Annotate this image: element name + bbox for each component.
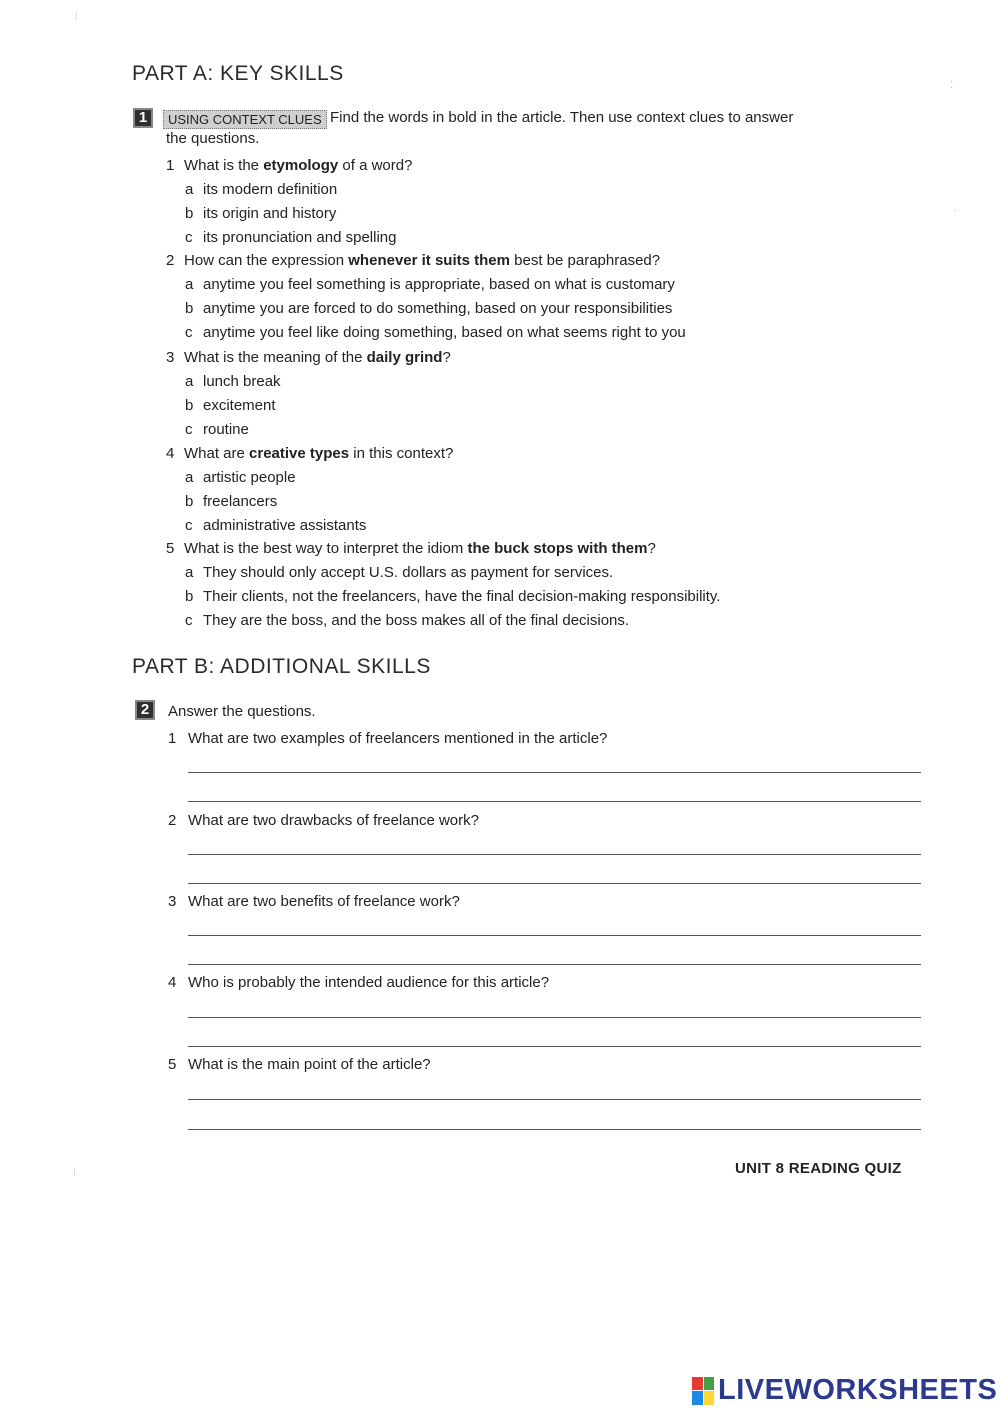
q3-option-a[interactable]: a lunch break [185,373,281,390]
scan-speck: ⁚ [950,80,954,91]
part-b-question-1: 1 What are two examples of freelancers mentioned in the article? [168,730,608,747]
exercise-2-instruction: Answer the questions. [168,703,316,720]
part-b-question-4: 4 Who is probably the intended audience for this article? [168,974,550,991]
part-b-title: PART B: ADDITIONAL SKILLS [132,655,431,678]
q3-option-b[interactable]: b excitement [185,397,276,414]
part-a-question-1: 1 What is the etymology of a word? [166,157,413,174]
part-a-title: PART A: KEY SKILLS [132,62,344,85]
liveworksheets-logo-text: LIVEWORKSHEETS [718,1374,998,1406]
exercise-1-instruction-line2: the questions. [166,130,260,147]
answer-line-4a[interactable] [188,1017,921,1018]
q1-option-a[interactable]: a its modern definition [185,181,338,198]
answer-line-1a[interactable] [188,772,921,773]
scan-speck: ⁞ [75,12,78,23]
q2-option-c[interactable]: c anytime you feel like doing something, based on what seems right to you [185,324,686,341]
q4-option-c[interactable]: c administrative assistants [185,517,367,534]
part-a-question-5: 5 What is the best way to interpret the idiom the buck stops with them? [166,540,656,557]
q2-option-a[interactable]: a anytime you feel something is appropriate, based on what is customary [185,276,675,293]
q5-option-a[interactable]: a They should only accept U.S. dollars as payment for services. [185,564,614,581]
liveworksheets-brand [692,1374,997,1407]
unit-quiz-footer: UNIT 8 READING QUIZ [735,1160,902,1177]
q1-option-c[interactable]: c its pronunciation and spelling [185,229,397,246]
q5-option-b[interactable]: b Their clients, not the freelancers, have the final decision-making responsibility. [185,588,721,605]
q4-option-a[interactable]: a artistic people [185,469,296,486]
q4-option-b[interactable]: b freelancers [185,493,278,510]
q1-option-b[interactable]: b its origin and history [185,205,337,222]
exercise-1-number: 1 [133,108,153,128]
part-a-question-4: 4 What are creative types in this context? [166,445,454,462]
q5-option-c[interactable]: c They are the boss, and the boss makes all of the final decisions. [185,612,630,629]
q3-option-c[interactable]: c routine [185,421,249,438]
q2-option-b[interactable]: b anytime you are forced to do something, based on your responsibilities [185,300,673,317]
answer-line-4b[interactable] [188,1046,921,1047]
answer-line-3b[interactable] [188,964,921,965]
answer-line-2b[interactable] [188,883,921,884]
answer-line-5b[interactable] [188,1129,921,1130]
scan-speck: · [953,205,957,216]
part-b-question-3: 3 What are two benefits of freelance work? [168,893,460,910]
liveworksheets-logo-icon [692,1377,714,1405]
answer-line-2a[interactable] [188,854,921,855]
scan-speck: ⁞ [73,1168,76,1179]
part-b-question-5: 5 What is the main point of the article? [168,1056,431,1073]
part-a-question-3: 3 What is the meaning of the daily grind? [166,349,451,366]
exercise-1-instruction-line1: Find the words in bold in the article. Then use context clues to answer [330,109,794,126]
exercise-2-number: 2 [135,700,155,720]
part-b-question-2: 2 What are two drawbacks of freelance work? [168,812,479,829]
answer-line-5a[interactable] [188,1099,921,1100]
answer-line-3a[interactable] [188,935,921,936]
skill-label: USING CONTEXT CLUES [163,110,327,129]
part-a-question-2: 2 How can the expression whenever it suits them best be paraphrased? [166,252,661,269]
answer-line-1b[interactable] [188,801,921,802]
